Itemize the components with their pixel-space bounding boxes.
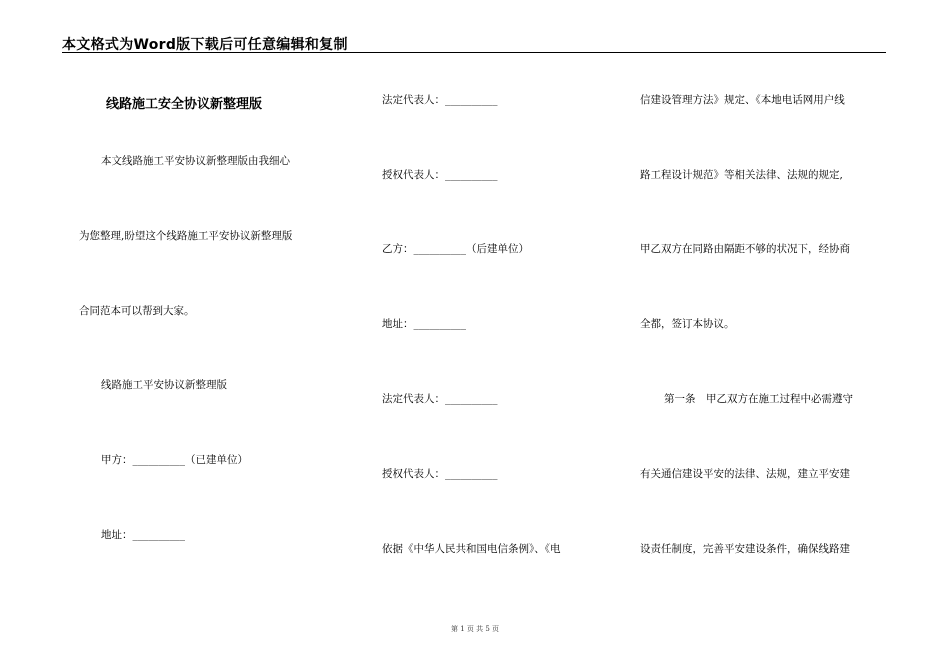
party-a-line: 甲方：__________（已建单位）	[101, 454, 248, 466]
left-line-3: 合同范本可以帮到大家。	[79, 305, 195, 317]
header-title: 本文格式为Word版下载后可任意编辑和复制	[62, 37, 348, 53]
party-b-address-line: 地址：__________	[382, 318, 466, 330]
left-line-1: 本文线路施工平安协议新整理版由我细心	[101, 155, 290, 167]
middle-line-2: 授权代表人：__________	[382, 169, 498, 181]
document-title: 线路施工安全协议新整理版	[106, 97, 263, 112]
right-line-3: 甲乙双方在同路由隔距不够的状况下，经协商	[640, 243, 850, 255]
middle-line-7: 依据《中华人民共和国电信条例》、《电	[382, 543, 561, 555]
right-line-7: 设责任制度，完善平安建设条件，确保线路建	[640, 543, 850, 555]
right-line-1: 信建设管理方法》规定、《本地电话网用户线	[640, 94, 845, 106]
party-a-address-line: 地址：__________	[101, 529, 185, 541]
right-line-2: 路工程设计规范》等相关法律、法规的规定,	[640, 169, 843, 181]
header-rule	[62, 52, 886, 53]
left-line-4: 线路施工平安协议新整理版	[101, 379, 227, 391]
middle-line-6: 授权代表人：__________	[382, 468, 498, 480]
right-line-5: 第一条 甲乙双方在施工过程中必需遵守	[664, 393, 853, 405]
left-line-2: 为您整理,盼望这个线路施工平安协议新整理版	[79, 230, 293, 242]
party-b-line: 乙方：__________（后建单位）	[382, 243, 529, 255]
right-line-6: 有关通信建设平安的法律、法规，建立平安建	[640, 468, 850, 480]
page-footer: 第 1 页 共 5 页	[450, 625, 500, 633]
right-line-4: 全都，签订本协议。	[640, 318, 735, 330]
middle-line-5: 法定代表人：__________	[382, 393, 498, 405]
middle-line-1: 法定代表人：__________	[382, 94, 498, 106]
